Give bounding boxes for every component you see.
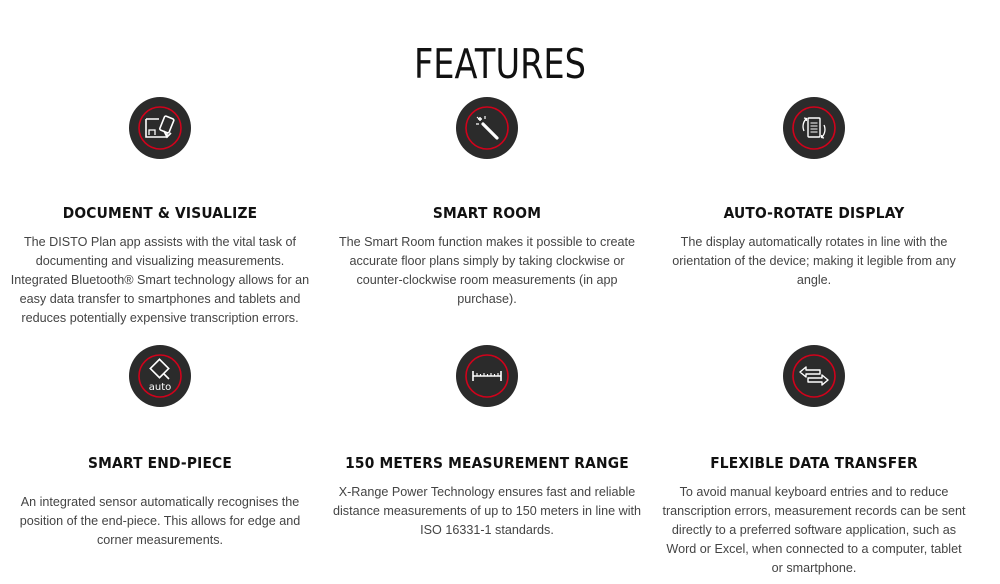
icon-label: auto: [148, 382, 172, 393]
feature-document-visualize: [0, 97, 320, 328]
feature-title: FLEXIBLE DATA TRANSFER: [710, 454, 918, 472]
data-transfer-arrows-icon: [783, 345, 845, 407]
feature-auto-rotate-display: [654, 97, 974, 290]
feature-description: To avoid manual keyboard entries and to reduce transcription errors, measurement records can be sent directly to a preferred software application, such as Word or Excel, when connected to a computer, tablet or smartphone.: [662, 485, 966, 575]
measuring-range-icon: [456, 345, 518, 407]
magic-wand-icon: [456, 97, 518, 159]
feature-description: The Smart Room function makes it possible to create accurate floor plans simply by taking clockwise or counter-clockwise room measurements (in app purchase).: [338, 235, 636, 306]
feature-title: AUTO-ROTATE DISPLAY: [723, 204, 905, 222]
feature-description: The display automatically rotates in line with the orientation of the device; making it legible from any angle.: [672, 235, 956, 287]
page-title: FEATURES: [413, 40, 587, 89]
feature-description: X-Range Power Technology ensures fast and reliable distance measurements of up to 150 meters in line with ISO 16331-1 standards.: [333, 485, 642, 537]
feature-title: SMART END-PIECE: [87, 454, 232, 472]
feature-smart-end-piece: [0, 345, 320, 550]
auto-end-piece-icon: [129, 345, 191, 407]
feature-flexible-data-transfer: [654, 345, 974, 578]
feature-title: SMART ROOM: [432, 204, 542, 222]
feature-measurement-range: [327, 345, 647, 540]
feature-description: The DISTO Plan app assists with the vital task of documenting and visualizing measurements. Integrated Bluetooth® Smart technology allows for an easy data transfer to smartphones and tablets and reduces potentially expensive transcription errors.: [10, 235, 310, 325]
tablet-plan-icon: [129, 97, 191, 159]
feature-title: DOCUMENT & VISUALIZE: [62, 204, 258, 222]
feature-description: An integrated sensor automatically recognises the position of the end-piece. This allows for edge and corner measurements.: [19, 495, 301, 547]
feature-smart-room: [327, 97, 647, 309]
feature-title: 150 METERS MEASUREMENT RANGE: [345, 454, 629, 472]
rotate-display-icon: [783, 97, 845, 159]
